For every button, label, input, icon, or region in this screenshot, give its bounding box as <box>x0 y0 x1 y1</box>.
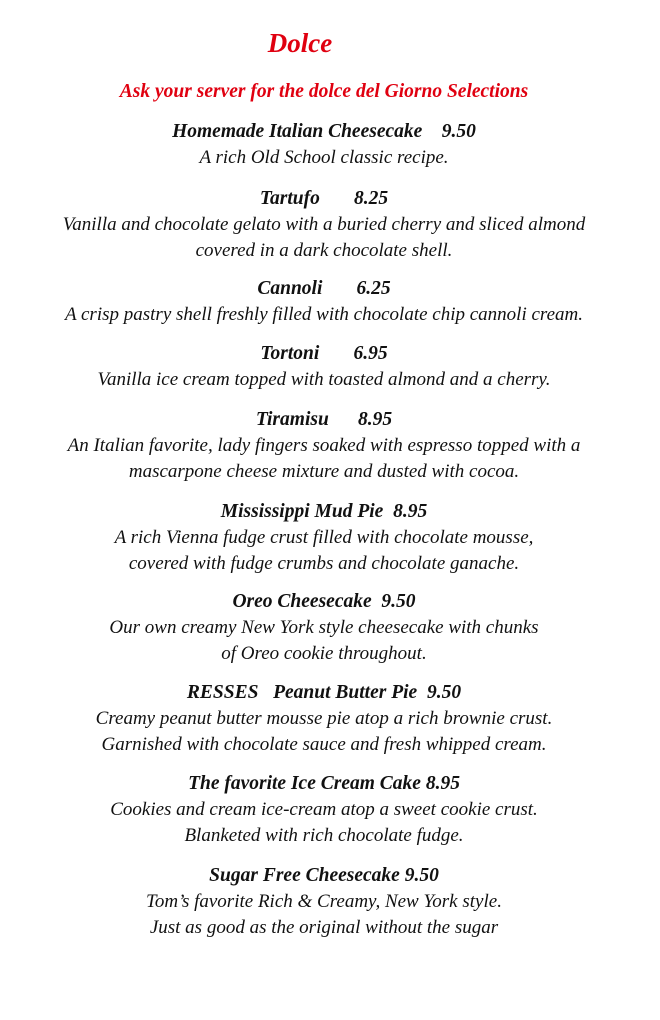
item-price: 8.25 <box>353 188 389 209</box>
menu-item <box>0 276 648 328</box>
item-name: RESSES Peanut Butter Pie <box>186 682 418 703</box>
item-spacer <box>319 343 353 364</box>
item-name-line <box>0 680 648 706</box>
item-name: Oreo Cheesecake <box>232 591 372 612</box>
item-name: Cannoli <box>257 278 323 299</box>
item-name-line <box>0 771 648 797</box>
item-name-line <box>0 341 648 367</box>
item-spacer <box>372 591 382 612</box>
item-name-line <box>0 499 648 525</box>
item-name-line <box>0 863 648 889</box>
item-price: 6.95 <box>353 343 388 364</box>
item-price: 8.95 <box>358 409 393 430</box>
item-name: Tartufo <box>259 188 320 209</box>
item-description: Tom’s favorite Rich & Creamy, New York style. <box>146 891 502 912</box>
item-name: The favorite Ice Cream Cake <box>188 773 421 794</box>
item-price: 9.50 <box>441 121 476 142</box>
item-description: of Oreo cookie throughout. <box>221 643 427 664</box>
item-spacer <box>422 121 442 142</box>
item-spacer <box>320 188 354 209</box>
item-description: Vanilla and chocolate gelato with a buried cherry and sliced almond <box>62 214 586 235</box>
item-name: Mississippi Mud Pie <box>220 501 384 522</box>
item-price: 9.50 <box>381 591 416 612</box>
menu-item <box>0 186 648 264</box>
item-description: covered in a dark chocolate shell. <box>195 240 453 261</box>
item-name-line <box>0 186 648 212</box>
item-spacer <box>417 682 427 703</box>
item-description: mascarpone cheese mixture and dusted with cocoa. <box>128 461 520 482</box>
item-description: Just as good as the original without the sugar <box>149 917 499 938</box>
menu-item <box>0 589 648 667</box>
item-name-line <box>0 407 648 433</box>
item-name: Sugar Free Cheesecake <box>209 865 400 886</box>
item-description: Cookies and cream ice-cream atop a sweet cookie crust. <box>110 799 538 820</box>
item-name: Tortoni <box>260 343 320 364</box>
item-description: Blanketed with rich chocolate fudge. <box>184 825 464 846</box>
item-price: 6.25 <box>356 278 391 299</box>
item-description: Garnished with chocolate sauce and fresh whipped cream. <box>101 734 547 755</box>
menu-item <box>0 341 648 393</box>
item-name-line <box>0 589 648 615</box>
item-description: A crisp pastry shell freshly filled with chocolate chip cannoli cream. <box>64 304 584 325</box>
item-price: 8.95 <box>393 501 428 522</box>
menu-item <box>0 119 648 171</box>
menu-item <box>0 771 648 849</box>
item-name-line <box>0 276 648 302</box>
menu-item <box>0 680 648 758</box>
menu-subtitle: Ask your server for the dolce del Giorno Selections <box>119 81 529 102</box>
menu-item <box>0 499 648 577</box>
menu-title: Dolce <box>267 28 333 58</box>
item-description: Our own creamy New York style cheesecake with chunks <box>109 617 539 638</box>
item-description: An Italian favorite, lady fingers soaked with espresso topped with a <box>67 435 581 456</box>
item-description: covered with fudge crumbs and chocolate ganache. <box>128 553 520 574</box>
item-description: Vanilla ice cream topped with toasted almond and a cherry. <box>97 369 551 390</box>
item-price: 9.50 <box>404 865 439 886</box>
item-description: A rich Vienna fudge crust filled with chocolate mousse, <box>114 527 534 548</box>
item-spacer <box>322 278 356 299</box>
item-description: Creamy peanut butter mousse pie atop a rich brownie crust. <box>95 708 553 729</box>
item-name: Tiramisu <box>255 409 329 430</box>
item-price: 9.50 <box>426 682 462 703</box>
item-spacer <box>383 501 393 522</box>
item-spacer <box>329 409 358 430</box>
item-name-line <box>0 119 648 145</box>
item-description: A rich Old School classic recipe. <box>199 147 449 168</box>
item-name: Homemade Italian Cheesecake <box>172 121 423 142</box>
item-price: 8.95 <box>425 773 460 794</box>
menu-item <box>0 407 648 485</box>
menu-item <box>0 863 648 941</box>
